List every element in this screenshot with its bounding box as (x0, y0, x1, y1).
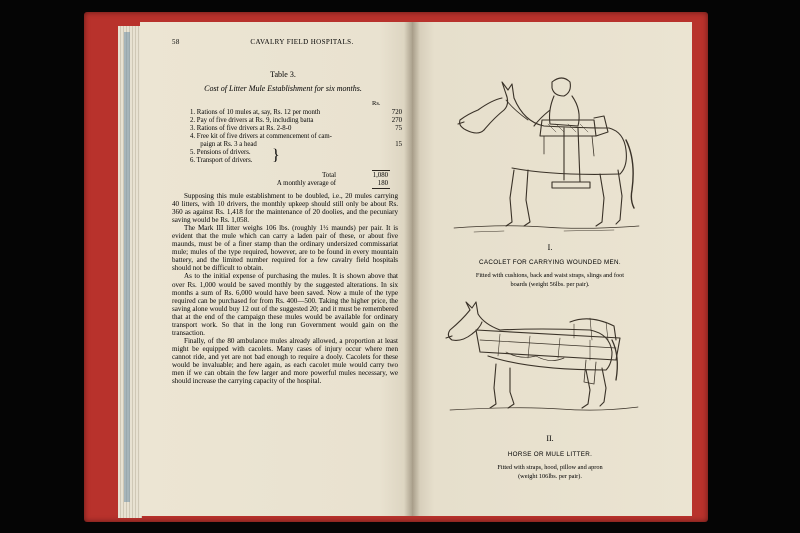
table-row (190, 149, 402, 157)
row-value: 75 (395, 125, 402, 132)
row-value: 270 (391, 117, 402, 124)
figure-litter-illustration (440, 300, 640, 420)
row-label: 5. Pensions of drivers. (190, 149, 251, 156)
figure-description: Fitted with cushions, back and waist straps, slings and foot (475, 272, 625, 279)
table-unit-header: Rs. (372, 100, 381, 107)
row-label: 3. Rations of five drivers at Rs. 2-8-0 (190, 125, 292, 132)
figure-description: (weight 106lbs. per pair). (518, 473, 582, 480)
figure-number: II. (546, 434, 554, 443)
cost-table (190, 109, 402, 165)
total-rule (372, 170, 390, 171)
paragraph: As to the initial expense of purchasing the mules. It is shown above that over Rs. 1,000 would be saved monthly by the suggested alterations. In six months a sum of Rs. 6,000 would have been saved. Now a mule of the type required can be purchased for from Rs. 400—500. Taking the higher price, the saving alone would buy 12 out of the suggested 20; and it must be remembered that at the end of the campaign these mules would be available for ordinary transport work. So that in the long run Government would gain on the transaction. (172, 272, 398, 337)
table-row (190, 109, 402, 117)
figure-cacolet-illustration (444, 70, 644, 240)
figure-description: boards (weight 56lbs. per pair). (510, 281, 590, 288)
row-label: 2. Pay of five drivers at Rs. 9, including batta (190, 117, 314, 124)
row-label: 1. Rations of 10 mules at, say, Rs. 12 per month (190, 109, 321, 116)
row-label: paign at Rs. 3 a head (190, 141, 257, 148)
table-row (190, 141, 402, 149)
brace-mark: } (272, 147, 280, 164)
paragraph: The Mark III litter weighs 106 lbs. (roughly 1½ maunds) per pair. It is evident that the mule which can carry a laden pair of these, or about five maunds, must be of a finer stamp than the ordinary undersized commissariat mule; mules of the type required, however, are to be found in every mountain battery, and the limited number required for a few cavalry field hospitals should not be difficult to obtain. (172, 224, 398, 273)
monthly-line (248, 180, 388, 188)
running-head: CAVALRY FIELD HOSPITALS. (250, 38, 354, 46)
table-row (190, 117, 402, 125)
table-row (190, 157, 402, 165)
table-row (190, 133, 402, 141)
total-label: Total (322, 172, 336, 179)
page-number: 58 (172, 38, 180, 46)
book-gutter (404, 22, 420, 516)
row-label: 6. Transport of drivers. (190, 157, 253, 164)
monthly-label: A monthly average of (276, 180, 336, 187)
page-header (172, 38, 394, 48)
total-line (248, 172, 388, 180)
row-value: 720 (391, 109, 402, 116)
page-edges (118, 26, 142, 518)
monthly-rule (372, 188, 390, 189)
body-text (172, 192, 398, 462)
table-totals (248, 172, 388, 188)
figure-number: I. (547, 243, 553, 252)
row-value: 15 (395, 141, 402, 148)
table-title: Table 3. (270, 70, 296, 79)
row-label: 4. Free kit of five drivers at commencement of cam- (190, 133, 332, 140)
figure-caption: HORSE OR MULE LITTER. (507, 451, 593, 458)
table-row (190, 125, 402, 133)
figure-caption: CACOLET FOR CARRYING WOUNDED MEN. (479, 259, 621, 266)
paragraph: Supposing this mule establishment to be doubled, i.e., 20 mules carrying 40 litters, with 10 drivers, the monthly upkeep should still only be about Rs. 360 as against Rs. 1,418 for the maintenance of 20 doolies, and the pecuniary saving would be Rs. 1,058. (172, 192, 398, 225)
figure-description: Fitted with straps, hood, pillow and apron (497, 464, 603, 471)
total-value: 1,080 (372, 172, 388, 179)
table-caption: Cost of Litter Mule Establishment for six months. (204, 84, 362, 93)
monthly-value: 180 (377, 180, 388, 187)
page-edges-tint (124, 32, 130, 502)
paragraph: Finally, of the 80 ambulance mules already allowed, a proportion at least might be equipped with cacolets. Many cases of injury occur where men cannot ride, and yet are not bad enough to require a dooly. Cacolets for these would be invaluable; and here again, as each cacolet mule would carry two men if we can obtain the few larger and more powerful mules necessary, we should increase the carrying capacity of the hospital. (172, 336, 398, 386)
